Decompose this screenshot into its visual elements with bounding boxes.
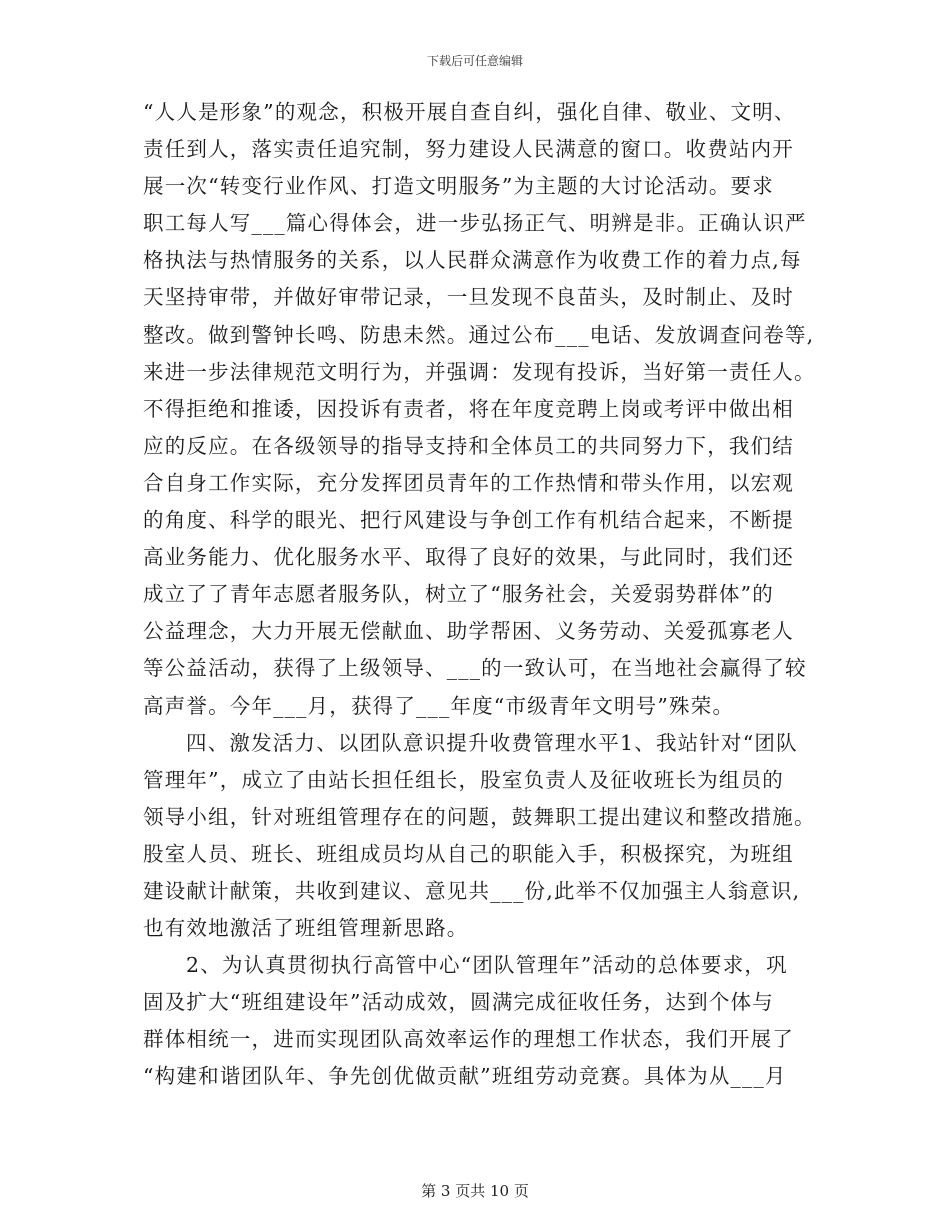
body-line: 也有效地激活了班组管理新思路。	[143, 916, 469, 941]
body-line: 整改。做到警钟长鸣、防患未然。通过公布___电话、发放调查问卷等,	[143, 322, 815, 347]
body-line: 成立了了青年志愿者服务队，树立了“服务社会，关爱弱势群体”的	[143, 582, 774, 607]
body-line: 的角度、科学的眼光、把行风建设与争创工作有机结合起来，不断提	[143, 508, 794, 533]
paragraph-start-line: 2、为认真贯彻执行高管中心“团队管理年”活动的总体要求，巩	[186, 953, 788, 978]
body-line: 职工每人写___篇心得体会，进一步弘扬正气、明辨是非。正确认识严	[143, 211, 807, 236]
body-line: 来进一步法律规范文明行为，并强调：发现有投诉，当好第一责任人。	[143, 359, 816, 384]
body-line: 责任到人，落实责任追究制，努力建设人民满意的窗口。收费站内开	[143, 137, 794, 162]
body-line: 等公益活动，获得了上级领导、___的一致认可，在当地社会赢得了较	[143, 656, 807, 681]
body-line: 不得拒绝和推诿，因投诉有责者，将在年度竞聘上岗或考评中做出相	[143, 396, 794, 421]
body-line: 领导小组，针对班组管理存在的问题，鼓舞职工提出建议和整改措施。	[143, 804, 816, 829]
body-line: 股室人员、班长、班组成员均从自己的职能入手，积极探究，为班组	[143, 841, 794, 866]
body-line: 公益理念，大力开展无偿献血、助学帮困、义务劳动、关爱孤寡老人	[143, 619, 794, 644]
body-line: “构建和谐团队年、争先创优做贡献”班组劳动竞赛。具体为从___月	[143, 1064, 787, 1089]
document-body	[143, 94, 816, 1096]
body-line: 高业务能力、优化服务水平、取得了良好的效果，与此同时，我们还	[143, 545, 794, 570]
body-line: 应的反应。在各级领导的指导支持和全体员工的共同努力下，我们结	[143, 433, 794, 458]
body-line: 合自身工作实际，充分发挥团员青年的工作热情和带头作用，以宏观	[143, 470, 794, 495]
body-line: 展一次“转变行业作风、打造文明服务”为主题的大讨论活动。要求	[143, 174, 774, 199]
body-line: “人人是形象”的观念，积极开展自查自纠，强化自律、敬业、文明、	[143, 100, 796, 124]
page-header-note: 下载后可任意编辑	[426, 54, 523, 68]
body-line: 固及扩大“班组建设年”活动成效，圆满完成征收任务，达到个体与	[143, 990, 774, 1015]
body-line: 群体相统一，进而实现团队高效率运作的理想工作状态，我们开展了	[143, 1027, 794, 1052]
body-line: 建设献计献策，共收到建议、意见共___份,此举不仅加强主人翁意识,	[143, 878, 801, 903]
body-line: 高声誉。今年___月，获得了___年度“市级青年文明号”殊荣。	[143, 693, 735, 718]
section-heading-line: 四、激发活力、以团队意识提升收费管理水平1、我站针对“团队	[186, 730, 798, 755]
body-line: 天坚持审带，并做好审带记录，一旦发现不良苗头，及时制止、及时	[143, 285, 794, 310]
body-line: 格执法与热情服务的关系，以人民群众满意作为收费工作的着力点,每	[143, 248, 802, 273]
body-line: 管理年”，成立了由站长担任组长，股室负责人及征收班长为组员的	[143, 767, 784, 792]
page-number-footer: 第 3 页共 10 页	[421, 1182, 529, 1200]
